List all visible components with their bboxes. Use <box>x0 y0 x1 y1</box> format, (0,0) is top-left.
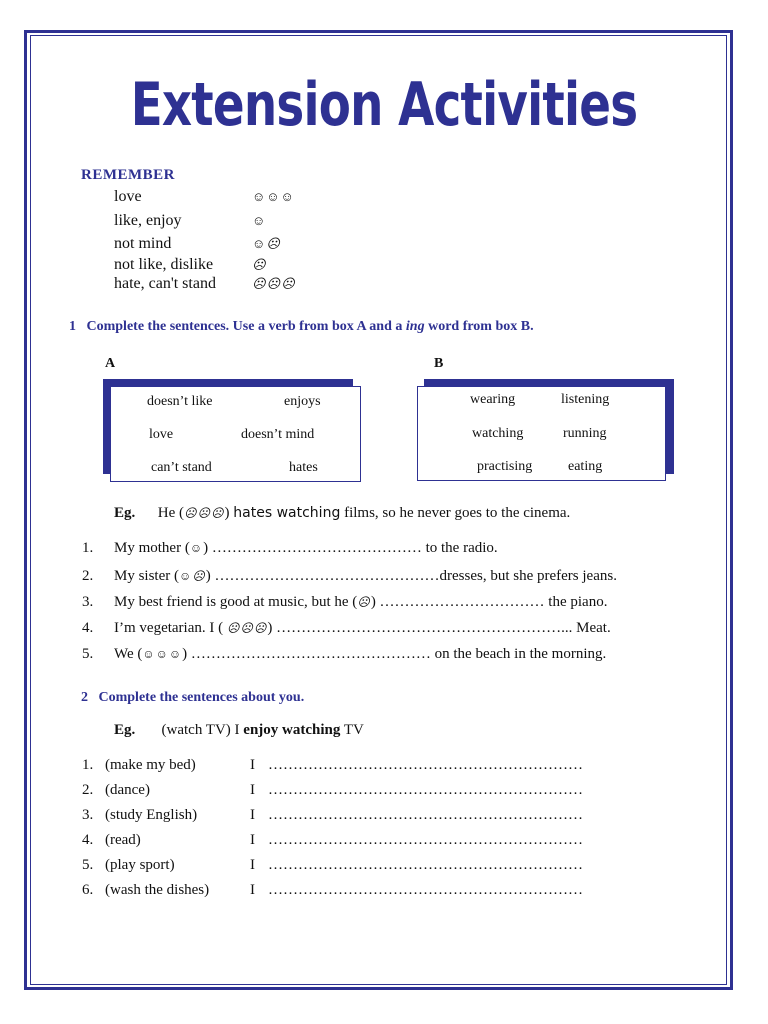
item-symbol: ☺☺☺ <box>142 647 183 661</box>
box-a-word: hates <box>289 460 318 475</box>
example-symbol: ☹☹☹ <box>184 506 225 520</box>
item-prompt: (study English) <box>105 807 198 823</box>
item-text-b: ) …………………………………………………... Meat. <box>267 620 611 636</box>
item-pronoun: I <box>250 882 255 898</box>
answer-blank[interactable]: ……………………………………………………… <box>268 757 583 773</box>
item-text-b: ) …………………………………… to the radio. <box>203 540 498 556</box>
example-answer: hates watching <box>233 505 341 521</box>
answer-blank[interactable]: ……………………………………………………… <box>268 807 583 823</box>
item-number: 6. <box>82 882 94 898</box>
item-symbol: ☺☹ <box>179 569 206 583</box>
example-2-label: Eg. <box>114 722 136 738</box>
item-number: 3. <box>82 807 94 823</box>
item-pronoun: I <box>250 857 255 873</box>
exercise-1-item <box>114 594 607 611</box>
exercise-1-heading <box>69 319 534 335</box>
item-pronoun: I <box>250 782 255 798</box>
exercise-1-instruction-a: Complete the sentences. Use a verb from box A and a <box>86 319 406 334</box>
remember-symbol-love: ☺☺☺ <box>252 189 295 204</box>
item-number: 2. <box>82 782 94 798</box>
item-pronoun: I <box>250 832 255 848</box>
remember-row-love: love <box>114 188 142 205</box>
remember-row-hate: hate, can't stand <box>114 275 216 292</box>
exercise-1-item <box>114 620 611 637</box>
box-b-word: eating <box>568 459 603 474</box>
item-pronoun: I <box>250 807 255 823</box>
item-text-b: ) …………………………… the piano. <box>370 594 608 610</box>
box-b-word: watching <box>472 426 524 441</box>
item-prompt: (play sport) <box>105 857 175 873</box>
remember-symbol-like: ☺ <box>252 213 267 228</box>
box-b-label: B <box>434 356 444 371</box>
box-a <box>110 386 361 482</box>
box-a-label: A <box>105 356 116 371</box>
page-title: Extension Activities <box>130 70 638 140</box>
example-2-prompt: (watch TV) I <box>161 722 244 738</box>
example-label: Eg. <box>114 505 136 521</box>
remember-row-like: like, enjoy <box>114 212 182 229</box>
item-symbol: ☹ <box>357 595 371 609</box>
item-text-a: We ( <box>114 646 143 662</box>
item-number: 5. <box>82 857 94 873</box>
item-symbol: ☺ <box>189 541 204 555</box>
item-number: 1. <box>82 540 94 556</box>
answer-blank[interactable]: ……………………………………………………… <box>268 782 583 798</box>
exercise-1-instruction-em: ing <box>405 319 425 334</box>
item-number: 5. <box>82 646 94 662</box>
answer-blank[interactable]: ……………………………………………………… <box>268 857 583 873</box>
exercise-1-example <box>114 505 570 522</box>
item-text-a: My sister ( <box>114 568 179 584</box>
answer-blank[interactable]: ……………………………………………………… <box>268 832 583 848</box>
item-pronoun: I <box>250 757 255 773</box>
item-number: 1. <box>82 757 94 773</box>
exercise-1-item <box>114 568 617 585</box>
exercise-1-instruction-b: word from box B. <box>424 319 534 334</box>
remember-symbol-hate: ☹☹☹ <box>252 276 296 291</box>
item-number: 2. <box>82 568 94 584</box>
box-a-word: love <box>149 427 174 442</box>
box-a-word: can’t stand <box>151 460 212 475</box>
item-text-b: ) ………………………………………dresses, but she prefers jeans. <box>205 568 617 584</box>
exercise-2-number: 2 <box>81 690 88 705</box>
exercise-1-item <box>114 646 606 663</box>
remember-heading: REMEMBER <box>81 167 175 183</box>
item-prompt: (wash the dishes) <box>105 882 210 898</box>
box-b-word: running <box>563 426 607 441</box>
item-prompt: (dance) <box>105 782 150 798</box>
item-number: 4. <box>82 832 94 848</box>
box-b <box>417 386 666 481</box>
example-2-answer: enjoy watching <box>243 722 341 738</box>
example-before: He ( <box>157 505 185 521</box>
exercise-2-example <box>114 722 364 739</box>
item-text-a: My mother ( <box>114 540 190 556</box>
exercise-1-number: 1 <box>69 319 76 334</box>
exercise-2-instruction: Complete the sentences about you. <box>98 690 305 705</box>
answer-blank[interactable]: ……………………………………………………… <box>268 882 583 898</box>
example-2-after: TV <box>340 722 364 738</box>
item-prompt: (read) <box>105 832 141 848</box>
box-b-word: listening <box>561 392 610 407</box>
exercise-2-heading <box>81 690 304 706</box>
exercise-1-item <box>114 540 498 557</box>
item-prompt: (make my bed) <box>105 757 196 773</box>
box-b-word: wearing <box>470 392 516 407</box>
box-a-word: enjoys <box>284 394 321 409</box>
item-text-a: I’m vegetarian. I ( <box>114 620 227 636</box>
remember-row-not-mind: not mind <box>114 235 172 252</box>
example-after: films, so he never goes to the cinema. <box>340 505 571 521</box>
item-number: 3. <box>82 594 94 610</box>
remember-symbol-dislike: ☹ <box>252 257 267 272</box>
box-a-word: doesn’t like <box>147 394 213 409</box>
item-text-b: ) ………………………………………… on the beach in the morning. <box>182 646 607 662</box>
box-a-word: doesn’t mind <box>241 427 315 442</box>
remember-symbol-not-mind: ☺☹ <box>252 236 281 251</box>
item-symbol: ☹☹☹ <box>226 621 268 635</box>
example-middle: ) <box>224 505 234 521</box>
box-b-word: practising <box>477 459 533 474</box>
remember-row-dislike: not like, dislike <box>114 256 214 273</box>
item-number: 4. <box>82 620 94 636</box>
item-text-a: My best friend is good at music, but he ( <box>114 594 358 610</box>
